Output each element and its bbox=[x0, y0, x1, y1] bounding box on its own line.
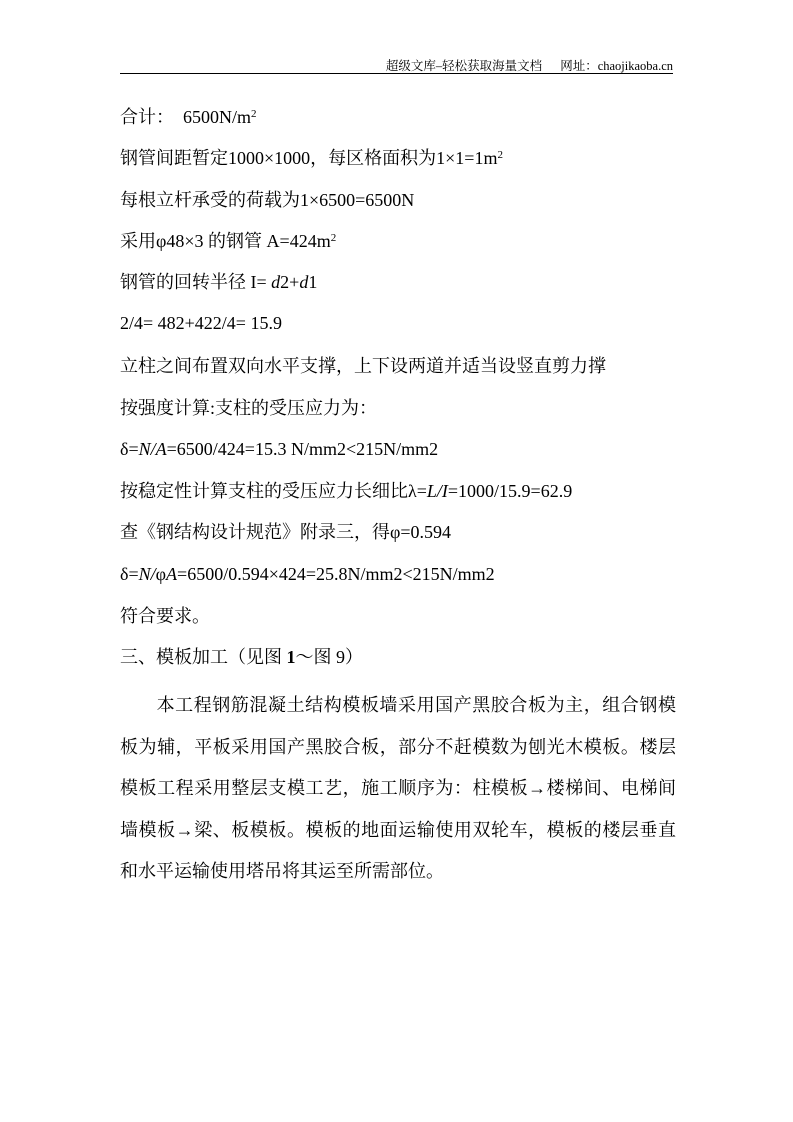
line-segment: 2/4= 482+422/4= 15.9 bbox=[120, 313, 282, 333]
text-line bbox=[120, 397, 377, 419]
line-segment: 立柱之间布置双向水平支撑，上下设两道并适当设竖直剪力撑 bbox=[120, 356, 606, 376]
line-segment: 每根立杆承受的荷载为1×6500=6500N bbox=[120, 190, 415, 210]
line-segment: 合计： 6500N/m bbox=[120, 107, 252, 127]
text-line bbox=[120, 563, 495, 585]
line-segment: d bbox=[271, 272, 281, 292]
text-line bbox=[120, 646, 363, 668]
line-segment: 1 bbox=[286, 647, 296, 667]
text-line bbox=[120, 480, 572, 502]
line-segment: =6500/0.594×424=25.8N/mm2<215N/mm2 bbox=[177, 564, 495, 584]
superscript: 2 bbox=[497, 149, 503, 161]
text-line bbox=[120, 438, 438, 460]
text-line bbox=[120, 355, 606, 377]
header-divider bbox=[120, 73, 673, 74]
line-segment: δ= bbox=[120, 564, 139, 584]
text-line bbox=[120, 147, 503, 169]
superscript: 2 bbox=[251, 108, 257, 120]
text-line bbox=[120, 189, 414, 211]
line-segment: 符合要求。 bbox=[120, 606, 210, 626]
line-segment: φ bbox=[155, 564, 167, 584]
line-segment: 钢管间距暂定1000×1000，每区格面积为1×1=1m bbox=[120, 148, 498, 168]
text-line bbox=[120, 605, 210, 627]
header-url: 网址：chaojikaoba.cn bbox=[560, 59, 673, 73]
text-line bbox=[120, 106, 257, 128]
line-segment: d bbox=[299, 272, 309, 292]
line-segment: 三、模板加工（见图 bbox=[120, 647, 287, 667]
line-segment: A bbox=[166, 564, 178, 584]
text-line bbox=[120, 271, 317, 293]
line-segment: ～图 9） bbox=[295, 647, 363, 667]
line-segment: N/A bbox=[138, 439, 167, 459]
line-segment: N/ bbox=[138, 564, 156, 584]
line-segment: 钢管的回转半径 I= bbox=[120, 272, 272, 292]
text-line bbox=[120, 312, 282, 334]
line-segment: 1 bbox=[308, 272, 318, 292]
line-segment: 查《钢结构设计规范》附录三，得φ=0.594 bbox=[120, 522, 452, 542]
page-header bbox=[120, 56, 673, 74]
text-line bbox=[120, 521, 451, 543]
line-segment: 采用φ48×3 的钢管 A=424m bbox=[120, 231, 331, 251]
line-segment: δ= bbox=[120, 439, 139, 459]
paragraph-text: 本工程钢筋混凝土结构模板墙采用国产黑胶合板为主，组合钢模板为辅，平板采用国产黑胶合板，部分不赶模数为刨光木模板。楼层模板工程采用整层支模工艺，施工顺序为：柱模板→楼梯间、电梯间墙模板→梁、板模板。模板的地面运输使用双轮车，模板的楼层垂直和水平运输使用塔吊将其运至所需部位。 bbox=[120, 695, 676, 881]
text-line bbox=[120, 230, 336, 252]
line-segment: L/I bbox=[426, 481, 448, 501]
line-segment: 2+ bbox=[280, 272, 300, 292]
line-segment: =6500/424=15.3 N/mm2<215N/mm2 bbox=[166, 439, 439, 459]
line-segment: =1000/15.9=62.9 bbox=[447, 481, 573, 501]
header-site-name: 超级文库–轻松获取海量文档 bbox=[385, 59, 543, 73]
line-segment: 按强度计算:支柱的受压应力为： bbox=[120, 398, 377, 418]
body-paragraph bbox=[120, 685, 676, 893]
line-segment: 按稳定性计算支柱的受压应力长细比λ= bbox=[120, 481, 427, 501]
superscript: 2 bbox=[330, 232, 337, 244]
